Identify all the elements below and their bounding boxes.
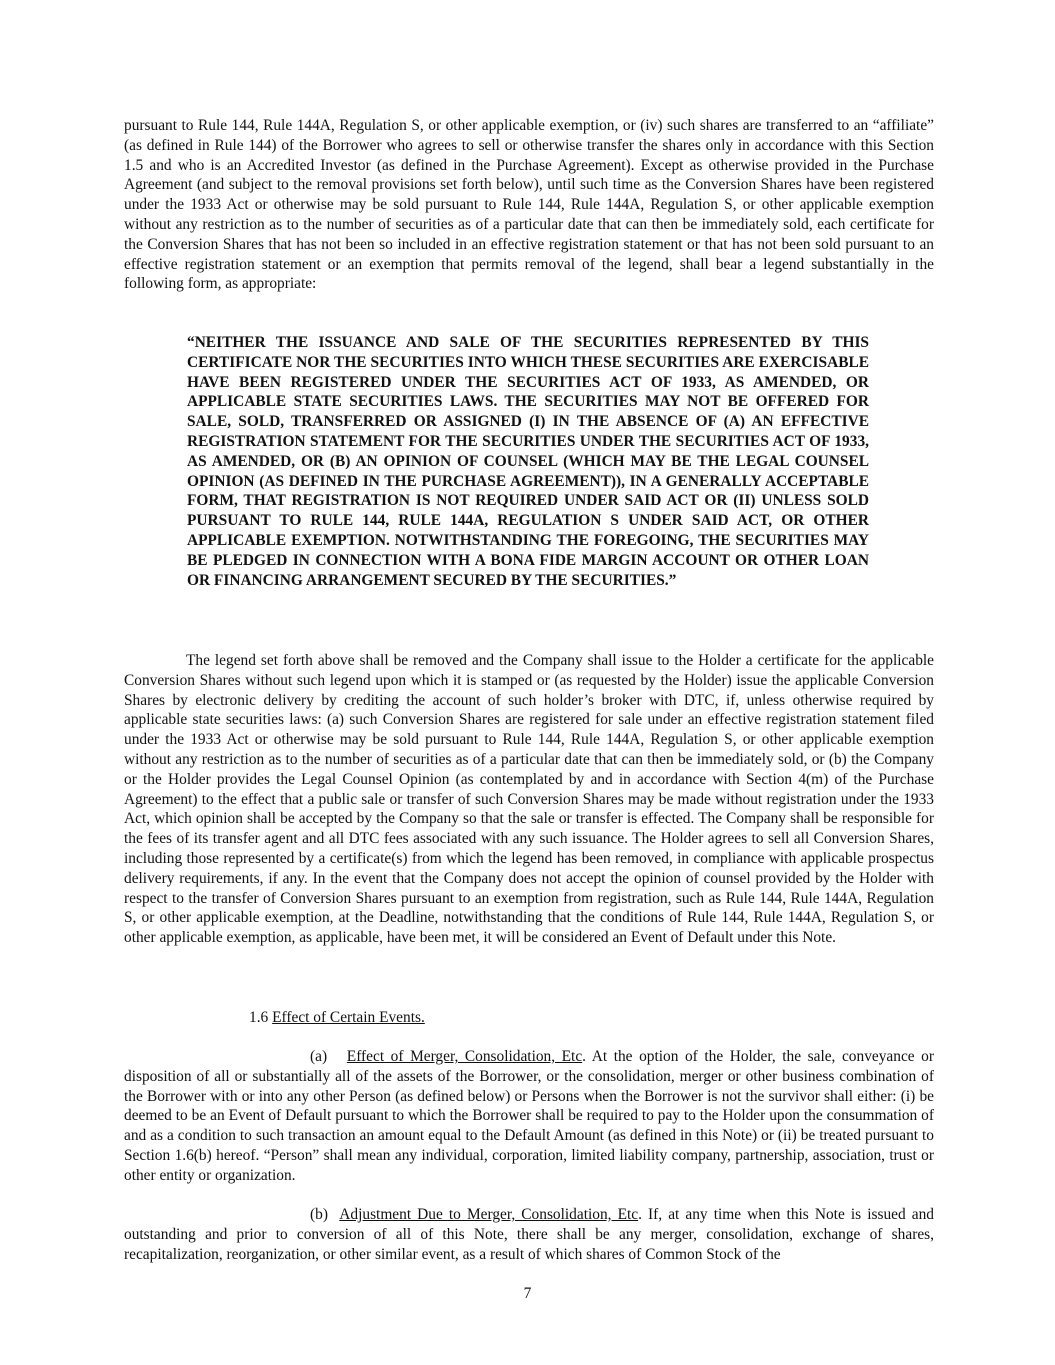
section-heading-1-6: [249, 1008, 425, 1028]
subsection-b: [124, 1205, 934, 1264]
subsection-a-title: Effect of Merger, Consolidation, Etc: [346, 1048, 583, 1065]
subsection-a: [124, 1047, 934, 1186]
subsection-a-label: (a): [310, 1048, 328, 1065]
section-title: Effect of Certain Events.: [272, 1009, 425, 1026]
subsection-a-body: . At the option of the Holder, the sale, conveyance or disposition of all or substantially all of the assets of the Borrower, or the consolidation, merger or other business combination of the Borrower with or into any other Person (as defined below) or Persons when the Borrower is not the survivor shall either: (i) be deemed to be an Event of Default pursuant to which the Borrower shall be required to pay to the Holder upon the consummation of and as a condition to such transaction an amount equal to the Default Amount (as defined in this Note) or (ii) be treated pursuant to Section 1.6(b) hereof. “Person” shall mean any individual, corporation, limited liability company, partnership, association, trust or other entity or organization.: [124, 1048, 934, 1184]
section-number: 1.6: [249, 1009, 269, 1026]
page-number: 7: [523, 1285, 532, 1302]
subsection-b-body: . If, at any time when this Note is issued and outstanding and prior to conversion of all of this Note, there shall be any merger, consolidation, exchange of shares, recapitalization, reorganization, or other similar event, as a result of which shares of Common Stock of the: [124, 1206, 934, 1263]
paragraph-legend-removal: The legend set forth above shall be removed and the Company shall issue to the Holder a certificate for the applicable Conversion Shares without such legend upon which it is stamped or (as requested by the Holder) issue the applicable Conversion Shares by electronic delivery by crediting the account of such holder’s broker with DTC, if, unless otherwise required by applicable state securities laws: (a) such Conversion Shares are registered for sale under an effective registration statement filed under the 1933 Act or otherwise may be sold pursuant to Rule 144, Rule 144A, Regulation S, or other applicable exemption without any restriction as to the number of securities as of a particular date that can then be immediately sold, or (b) the Company or the Holder provides the Legal Counsel Opinion (as contemplated by and in accordance with Section 4(m) of the Purchase Agreement) to the effect that a public sale or transfer of such Conversion Shares may be made without registration under the 1933 Act, which opinion shall be accepted by the Company so that the sale or transfer is effected. The Company shall be responsible for the fees of its transfer agent and all DTC fees associated with any such issuance. The Holder agrees to sell all Conversion Shares, including those represented by a certificate(s) from which the legend has been removed, in compliance with applicable prospectus delivery requirements, if any. In the event that the Company does not accept the opinion of counsel provided by the Holder with respect to the transfer of Conversion Shares pursuant to an exemption from registration, such as Rule 144, Rule 144A, Regulation S, or other applicable exemption, at the Deadline, notwithstanding that the conditions of Rule 144, Rule 144A, Regulation S, or other applicable exemption, as applicable, have been met, it will be considered an Event of Default under this Note.: [124, 652, 934, 947]
subsection-b-title: Adjustment Due to Merger, Consolidation, Etc: [339, 1206, 639, 1223]
restrictive-legend: “NEITHER THE ISSUANCE AND SALE OF THE SECURITIES REPRESENTED BY THIS CERTIFICATE NOR THE SECURITIES INTO WHICH THESE SECURITIES ARE EXERCISABLE HAVE BEEN REGISTERED UNDER THE SECURITIES ACT OF 1933, AS AMENDED, OR APPLICABLE STATE SECURITIES LAWS. THE SECURITIES MAY NOT BE OFFERED FOR SALE, SOLD, TRANSFERRED OR ASSIGNED (I) IN THE ABSENCE OF (A) AN EFFECTIVE REGISTRATION STATEMENT FOR THE SECURITIES UNDER THE SECURITIES ACT OF 1933, AS AMENDED, OR (B) AN OPINION OF COUNSEL (WHICH MAY BE THE LEGAL COUNSEL OPINION (AS DEFINED IN THE PURCHASE AGREEMENT)), IN A GENERALLY ACCEPTABLE FORM, THAT REGISTRATION IS NOT REQUIRED UNDER SAID ACT OR (II) UNLESS SOLD PURSUANT TO RULE 144, RULE 144A, REGULATION S UNDER SAID ACT, OR OTHER APPLICABLE EXEMPTION. NOTWITHSTANDING THE FOREGOING, THE SECURITIES MAY BE PLEDGED IN CONNECTION WITH A BONA FIDE MARGIN ACCOUNT OR OTHER LOAN OR FINANCING ARRANGEMENT SECURED BY THE SECURITIES.”: [187, 334, 869, 589]
subsection-b-label: (b): [310, 1206, 328, 1223]
paragraph-legend-requirements: pursuant to Rule 144, Rule 144A, Regulation S, or other applicable exemption, or (iv) such shares are transferred to an “affiliate” (as defined in Rule 144) of the Borrower who agrees to sell or otherwise transfer the shares only in accordance with this Section 1.5 and who is an Accredited Investor (as defined in the Purchase Agreement). Except as otherwise provided in the Purchase Agreement (and subject to the removal provisions set forth below), until such time as the Conversion Shares have been registered under the 1933 Act or otherwise may be sold pursuant to Rule 144, Rule 144A, Regulation S, or other applicable exemption without any restriction as to the number of securities as of a particular date that can then be immediately sold, each certificate for the Conversion Shares that has not been so included in an effective registration statement or that has not been sold pursuant to an effective registration statement or an exemption that permits removal of the legend, shall bear a legend substantially in the following form, as appropriate:: [124, 117, 934, 293]
